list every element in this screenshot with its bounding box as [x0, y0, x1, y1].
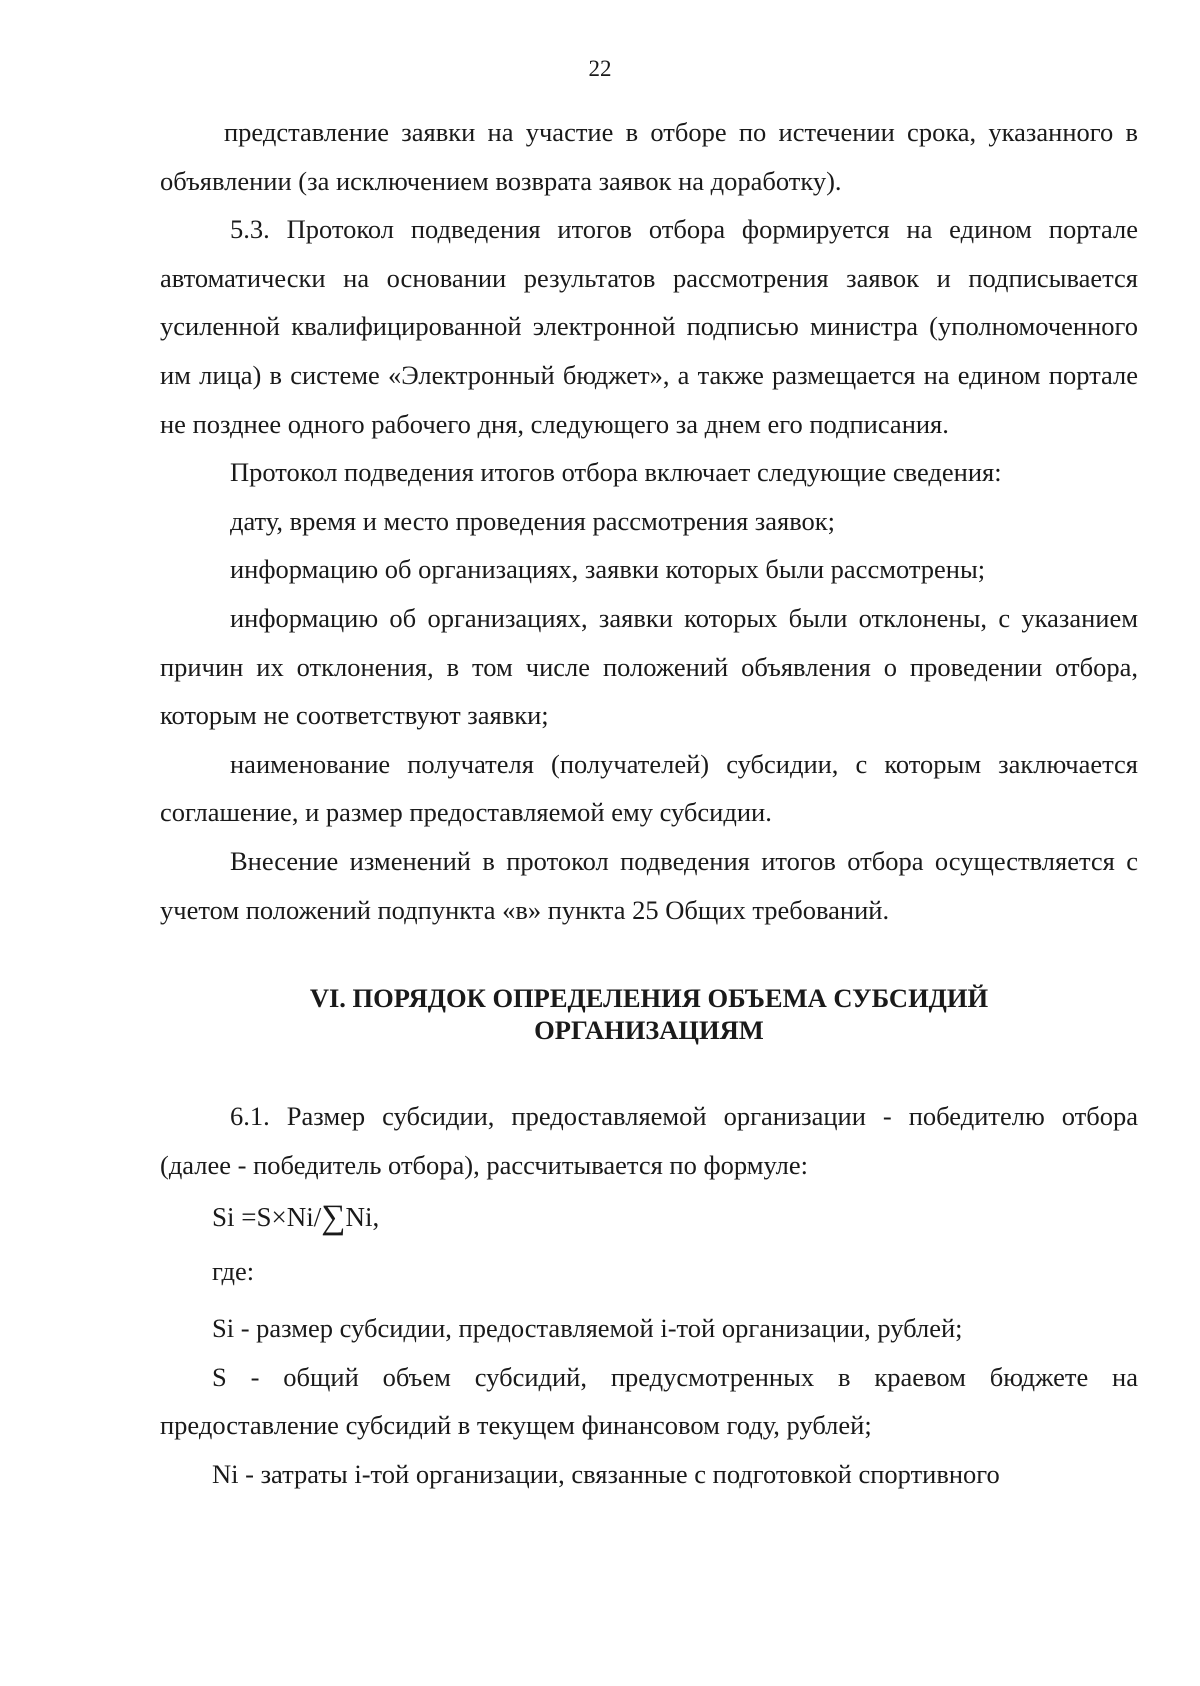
definition-ni: Ni - затраты i-той организации, связанные с подготовкой спортивного — [212, 1459, 1000, 1490]
list-item-recipient: наименование получателя (получателей) субсидии, с которым заключается соглашение, и размер предоставляемой ему субсидии. — [160, 748, 1138, 828]
paragraph-continuation: представление заявки на участие в отборе по истечении срока, указанного в объявлении (за исключением возврата заявок на доработку). — [160, 117, 1138, 196]
definition-s: S - общий объем субсидий, предусмотренных в краевом бюджете на предоставление субсидий в текущем финансовом году, рублей; — [160, 1361, 1138, 1441]
where-label: где: — [212, 1256, 255, 1287]
definition-si: Si - размер субсидии, предоставляемой i-той организации, рублей; — [212, 1313, 963, 1344]
list-item-rejected: информацию об организациях, заявки которых были отклонены, с указанием причин их отклонения, в том числе положений объявления о проведении отбора, которым не соответствуют заявки; — [160, 602, 1138, 731]
section-heading-line-1: VI. ПОРЯДОК ОПРЕДЕЛЕНИЯ ОБЪЕМА СУБСИДИЙ — [309, 983, 989, 1014]
page-number: 22 — [588, 56, 612, 81]
paragraph-amendments: Внесение изменений в протокол подведения итогов отбора осуществляется с учетом положений подпункта «в» пункта 25 Общих требований. — [160, 845, 1138, 925]
paragraph-6-1: 6.1. Размер субсидии, предоставляемой организации - победителю отбора (далее - победитель отбора), рассчитывается по формуле: — [160, 1101, 1138, 1180]
paragraph-protocol-contents: Протокол подведения итогов отбора включает следующие сведения: — [230, 457, 1002, 488]
section-heading-line-2: ОРГАНИЗАЦИЯМ — [534, 1015, 764, 1046]
document-body — [160, 108, 1138, 1499]
formula-right: Ni, — [345, 1202, 380, 1233]
paragraph-5-3: 5.3. Протокол подведения итогов отбора формируется на едином портале автоматически на основании результатов рассмотрения заявок и подписывается усиленной квалифицированной электронной подписью министра (уполномоченного им лица) в системе «Электронный бюджет», а также размещается на едином портале не позднее одного рабочего дня, следующего за днем его подписания. — [160, 214, 1138, 439]
formula-left: Si =S×Ni/ — [212, 1202, 322, 1233]
list-item-reviewed: информацию об организациях, заявки которых были рассмотрены; — [230, 554, 986, 585]
section-heading — [160, 982, 1138, 1046]
list-item-date: дату, время и место проведения рассмотрения заявок; — [230, 505, 836, 536]
sum-symbol: ∑ — [321, 1199, 346, 1237]
subsidy-formula — [212, 1189, 1138, 1244]
